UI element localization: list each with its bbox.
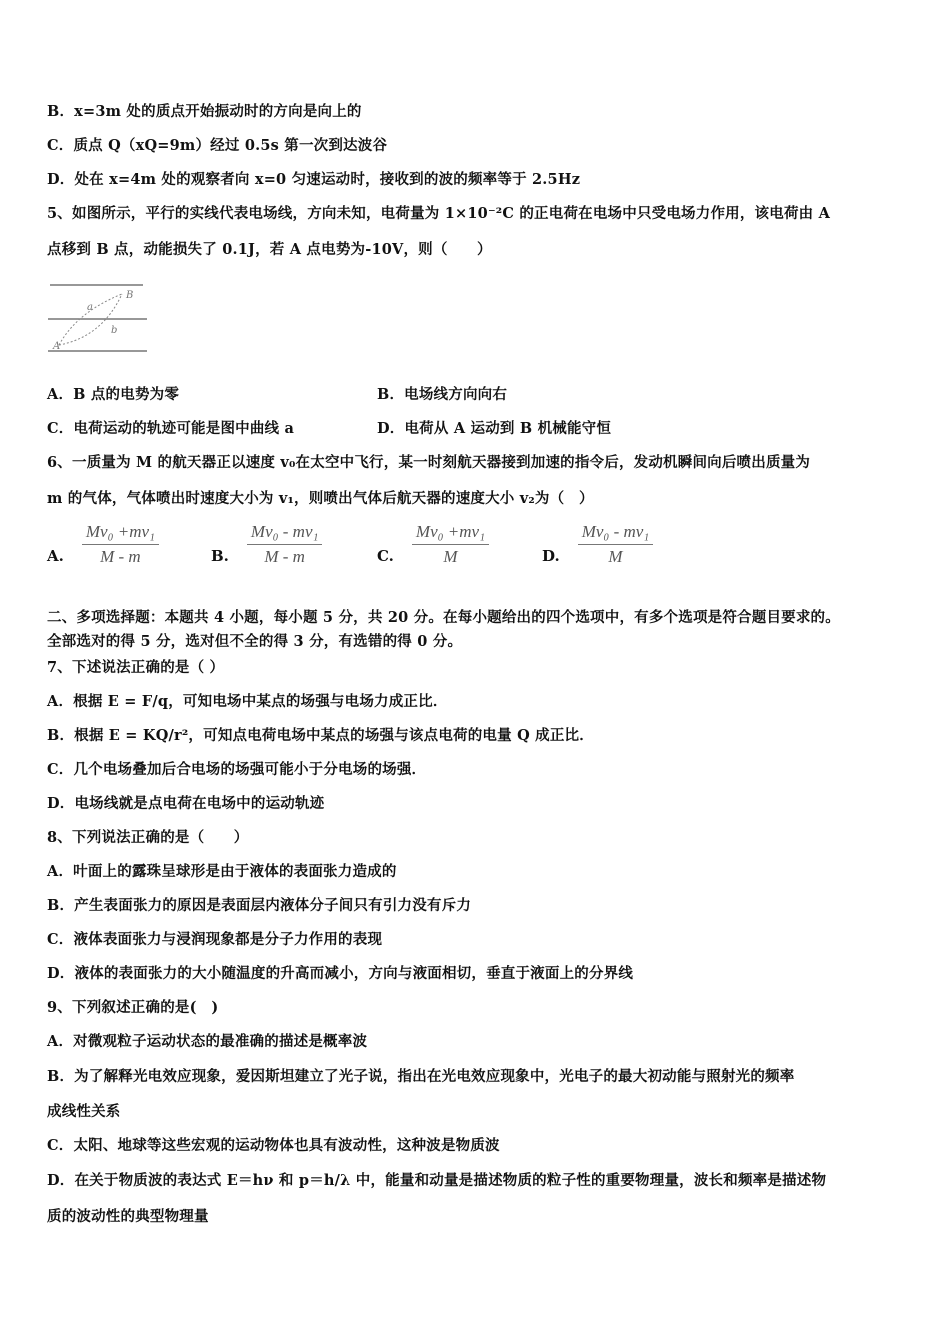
q6-option-c <box>377 522 489 567</box>
fraction <box>578 522 654 567</box>
q9-option-b: B．为了解释光电效应现象，爱因斯坦建立了光子说，指出在光电效应现象中，光电子的最大初动能与照射光的频率 <box>47 1068 795 1085</box>
numerator: Mv₀ - mv₁ <box>247 522 323 545</box>
q4-option-b: B．x=3m 处的质点开始振动时的方向是向上的 <box>47 103 362 120</box>
fraction <box>82 522 159 567</box>
q5-option-b: B．电场线方向向右 <box>377 386 508 403</box>
q4-option-d: D．处在 x=4m 处的观察者向 x=0 匀速运动时，接收到的波的频率等于 2.5Hz <box>47 171 581 188</box>
q9-option-a: A．对微观粒子运动状态的最准确的描述是概率波 <box>47 1033 368 1050</box>
label-a: a <box>87 302 93 313</box>
section2-heading-cont: 全部选对的得 5 分，选对但不全的得 3 分，有选错的得 0 分。 <box>47 633 463 650</box>
label-A: A <box>53 341 61 352</box>
q9-option-d-cont: 质的波动性的典型物理量 <box>47 1208 209 1225</box>
option-label: B. <box>211 546 229 565</box>
denominator: M - m <box>264 547 305 566</box>
option-label: C. <box>377 546 394 565</box>
q9-stem: 9、下列叙述正确的是( ) <box>47 999 219 1016</box>
q6-option-d <box>542 522 653 567</box>
q6-option-a <box>47 522 159 567</box>
numerator: Mv₀ +mv₁ <box>412 522 489 545</box>
q6-stem-cont: m 的气体，气体喷出时速度大小为 v₁，则喷出气体后航天器的速度大小 v₂为（ ） <box>47 490 594 507</box>
q5-option-d: D．电荷从 A 运动到 B 机械能守恒 <box>377 420 612 437</box>
q6-option-b <box>211 522 322 567</box>
q5-option-c: C．电荷运动的轨迹可能是图中曲线 a <box>47 420 295 437</box>
numerator: Mv₀ - mv₁ <box>578 522 654 545</box>
denominator: M <box>608 547 623 566</box>
q5-option-a: A．B 点的电势为零 <box>47 386 180 403</box>
label-B: B <box>126 290 134 301</box>
option-label: D. <box>542 546 560 565</box>
q9-option-c: C．太阳、地球等这些宏观的运动物体也具有波动性，这种波是物质波 <box>47 1137 500 1154</box>
denominator: M <box>443 547 458 566</box>
q8-option-a: A．叶面上的露珠呈球形是由于液体的表面张力造成的 <box>47 863 397 880</box>
q8-option-d: D．液体的表面张力的大小随温度的升高而减小，方向与液面相切，垂直于液面上的分界线 <box>47 965 634 982</box>
q8-stem: 8、下列说法正确的是（ ） <box>47 829 249 846</box>
q7-stem: 7、下述说法正确的是（ ） <box>47 659 225 676</box>
q7-option-b: B．根据 E = KQ/r²，可知点电荷电场中某点的场强与该点电荷的电量 Q 成正比． <box>47 727 594 744</box>
option-label: A. <box>47 546 64 565</box>
denominator: M - m <box>100 547 141 566</box>
label-b: b <box>111 325 118 336</box>
numerator: Mv₀ +mv₁ <box>82 522 159 545</box>
q7-option-c: C．几个电场叠加后合电场的场强可能小于分电场的场强． <box>47 761 427 778</box>
fraction <box>247 522 323 567</box>
q5-stem-cont: 点移到 B 点，动能损失了 0.1J，若 A 点电势为-10V，则（ ） <box>47 241 492 258</box>
q8-option-b: B．产生表面张力的原因是表面层内液体分子间只有引力没有斥力 <box>47 897 472 914</box>
q9-option-d: D．在关于物质波的表达式 E＝hν 和 p＝h/λ 中，能量和动量是描述物质的粒子性的重要物理量，波长和频率是描述物 <box>47 1172 827 1189</box>
fraction <box>412 522 489 567</box>
q6-stem: 6、一质量为 M 的航天器正以速度 v₀在太空中飞行，某一时刻航天器接到加速的指令后，发动机瞬间向后喷出质量为 <box>47 454 811 471</box>
section2-heading: 二、多项选择题：本题共 4 小题，每小题 5 分，共 20 分。在每小题给出的四个选项中，有多个选项是符合题目要求的。 <box>47 609 840 626</box>
q7-option-d: D．电场线就是点电荷在电场中的运动轨迹 <box>47 795 325 812</box>
q5-stem: 5、如图所示，平行的实线代表电场线，方向未知，电荷量为 1×10⁻²C 的正电荷在电场中只受电场力作用，该电荷由 A <box>47 205 831 222</box>
q8-option-c: C．液体表面张力与浸润现象都是分子力作用的表现 <box>47 931 383 948</box>
q4-option-c: C．质点 Q（xQ=9m）经过 0.5s 第一次到达波谷 <box>47 137 388 154</box>
q7-option-a: A．根据 E = F/q，可知电场中某点的场强与电场力成正比． <box>47 693 448 710</box>
electric-field-figure <box>47 282 167 358</box>
q9-option-b-cont: 成线性关系 <box>47 1103 121 1120</box>
